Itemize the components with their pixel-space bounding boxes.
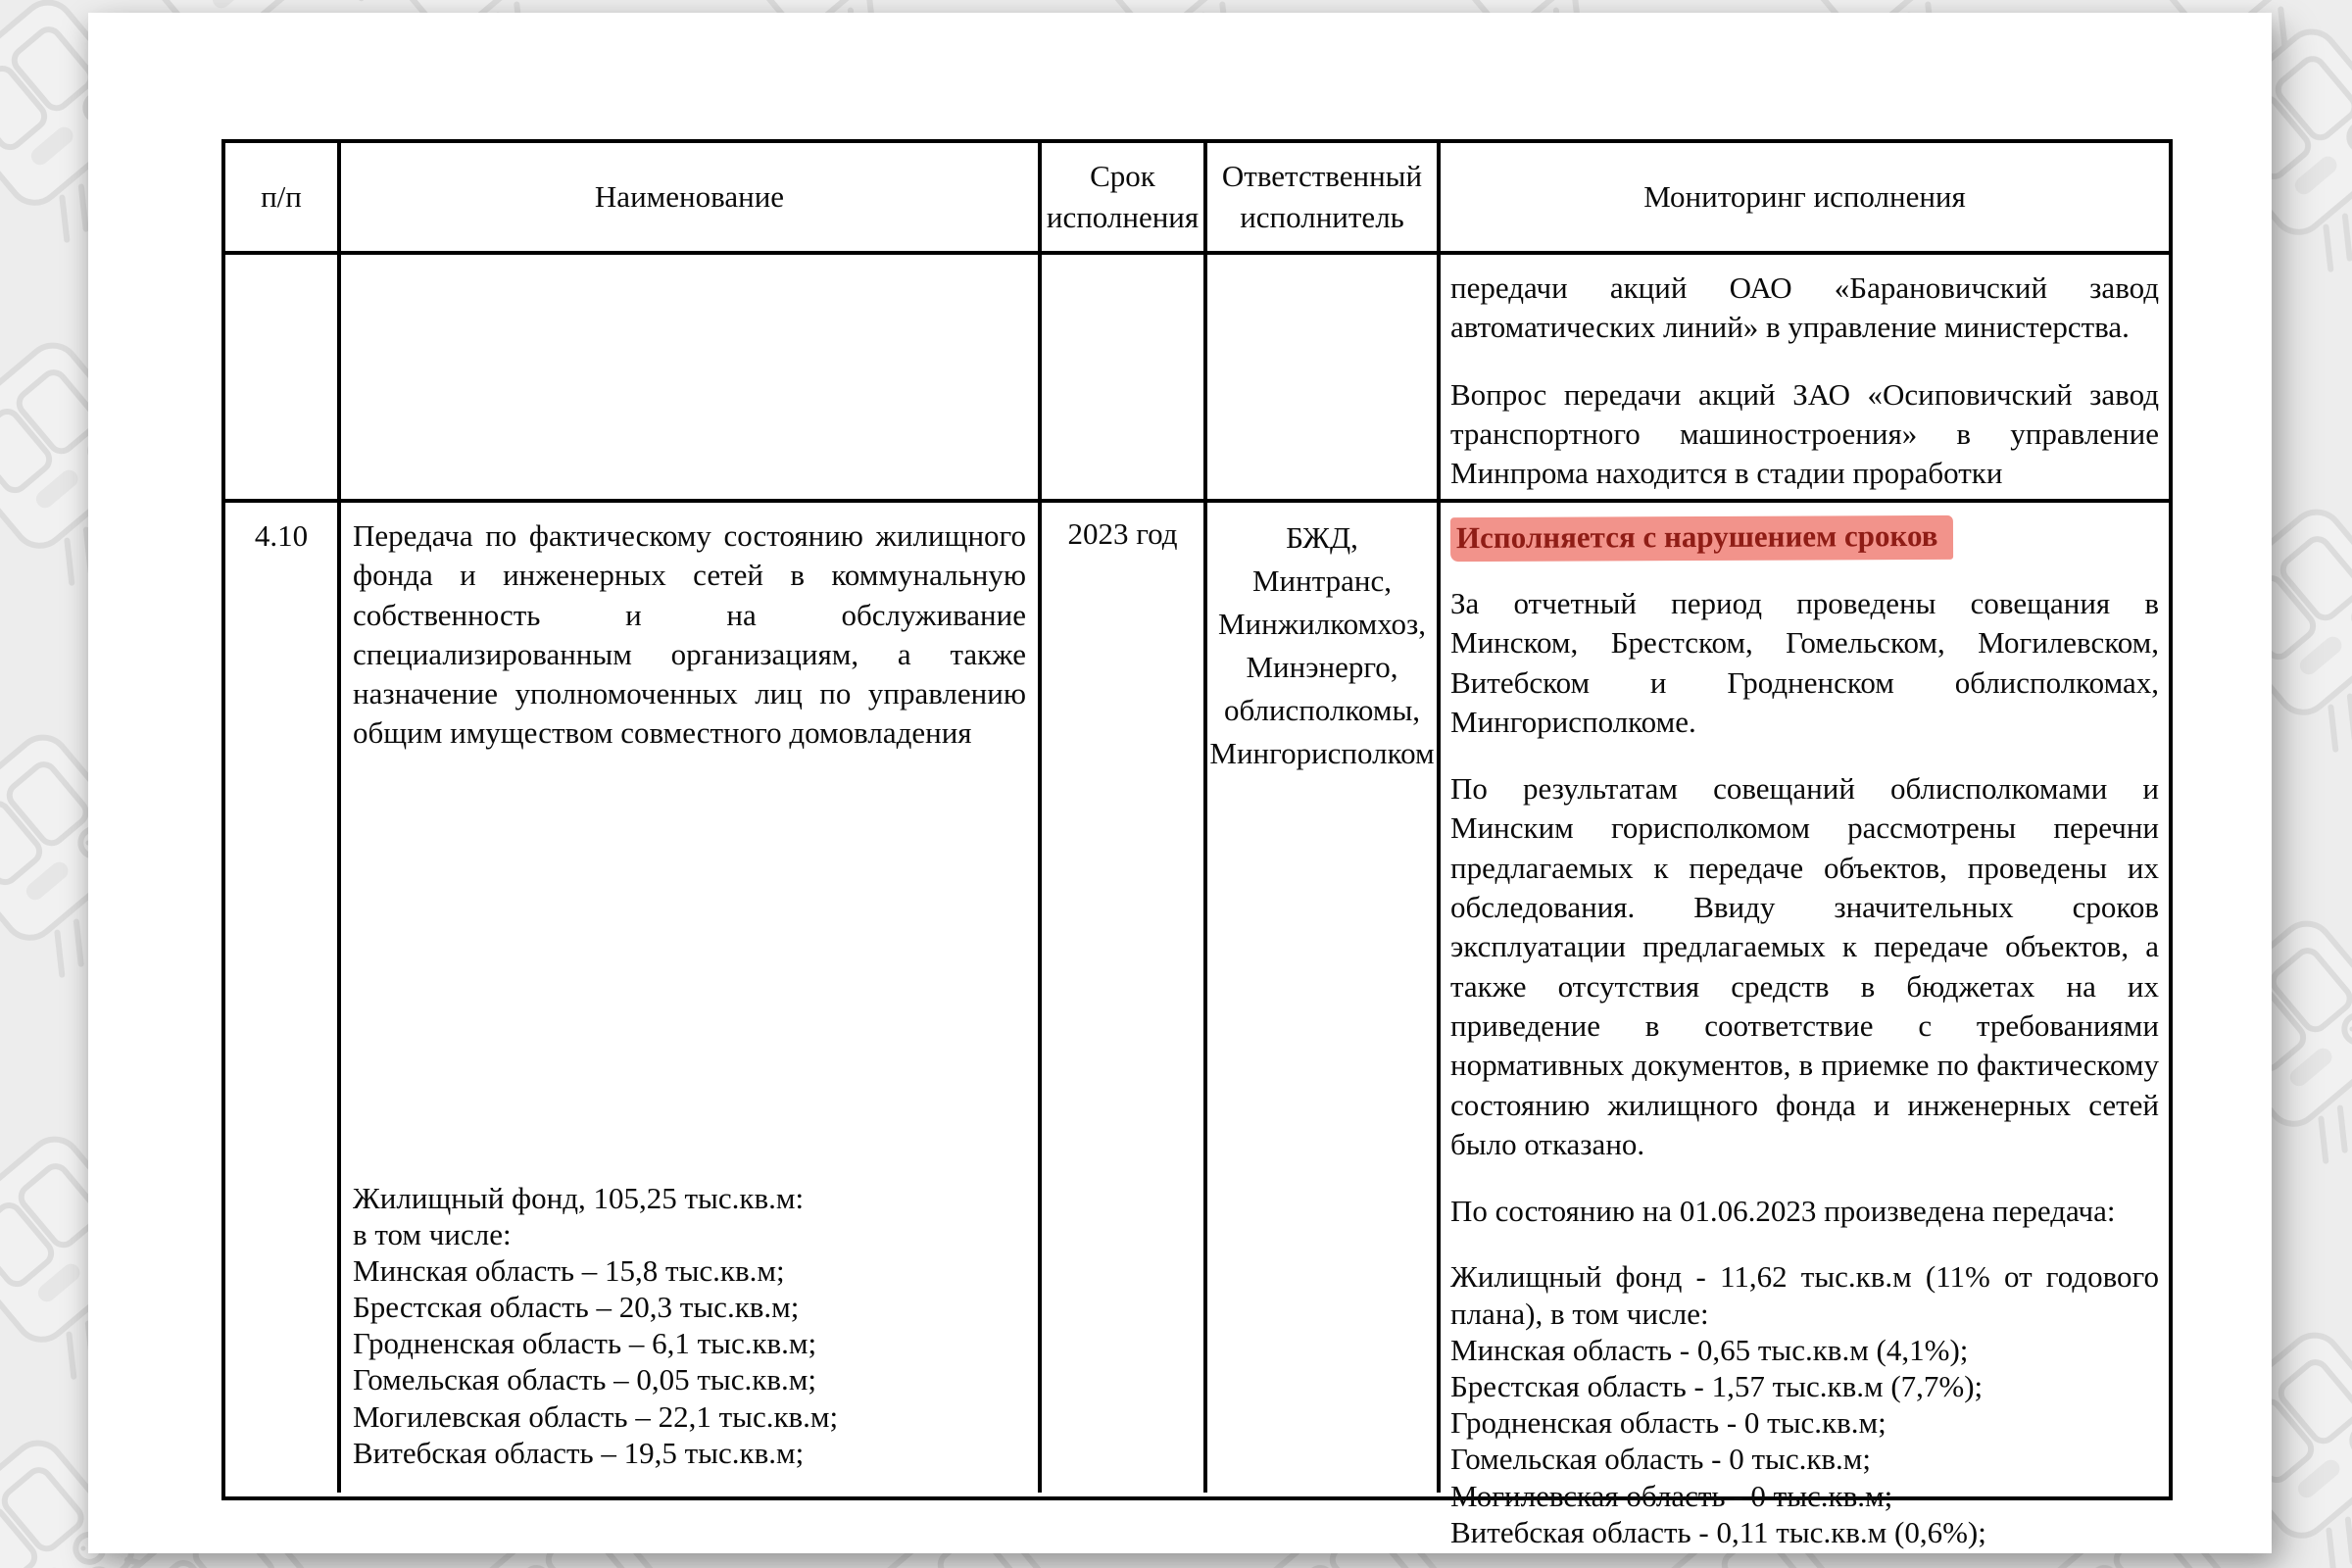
monitoring-paragraph: Жилищный фонд - 11,62 тыс.кв.м (11% от годового плана), в том числе: [1450,1259,2159,1331]
plan-line: Могилевская область – 22,1 тыс.кв.м; [353,1398,839,1434]
fact-line: Гродненская область - 0 тыс.кв.м; [1450,1405,1886,1441]
fact-line: Брестская область - 1,57 тыс.кв.м (7,7%); [1450,1369,1984,1404]
fact-line: Гомельская область - 0 тыс.кв.м; [1450,1442,1872,1477]
responsible-line: Мингорисполком [1209,736,1435,771]
monitoring-paragraph: По состоянию на 01.06.2023 произведена передача: [1450,1194,2116,1229]
fact-line: Могилевская область - 0 тыс.кв.м; [1450,1478,1893,1513]
task-description: Передача по фактическому состоянию жилищного фонда и инженерных сетей в коммунальную собственность и на обслуживание специализированным организациям, а также назначение уполномоченных лиц по управлению общим имуществом совместного домовладения [353,518,1026,751]
monitoring-paragraph: По результатам совещаний облисполкомами и Минским горисполкомом рассмотрены перечни предлагаемых к передаче объектов, проведены их обследования. Ввиду значительных сроков эксплуатации предлагаемых к передаче объектов, а также отсутствия средств в бюджетах на их приведение в соответствие с требованиями нормативных документов, в приемке по фактическому состоянию жилищного фонда и инженерных сетей было отказано. [1450,771,2159,1161]
plan-line: в том числе: [353,1216,512,1251]
plan-line: Жилищный фонд, 105,25 тыс.кв.м: [353,1180,805,1215]
responsible-line: Минтранс, [1251,564,1393,599]
monitoring-paragraph: передачи акций ОАО «Барановичский завод автоматических линий» в управление министерства. [1450,270,2159,345]
header-name: Наименование [341,143,1042,255]
header-num: п/п [225,143,341,255]
responsible-line: БЖД, [1286,520,1358,555]
row2-term-cell: 2023 год [1042,503,1207,1493]
responsible-line: облисполкомы, [1223,693,1421,728]
fact-line: Витебская область - 0,11 тыс.кв.м (0,6%); [1450,1514,1986,1549]
document-page [88,13,2272,1553]
row1-num-cell [225,255,341,503]
plan-line: Минская область – 15,8 тыс.кв.м; [353,1252,785,1288]
header-term: Срок исполнения [1042,143,1207,255]
row1-name-cell [341,255,1042,503]
responsible-line: Минэнерго, [1246,650,1398,685]
row1-responsible-cell [1207,255,1441,503]
monitoring-paragraph: За отчетный период проведены совещания в Минском, Брестском, Гомельском, Могилевском, Витебском и Гродненском облисполкомах, Мингорисполкоме. [1450,586,2159,739]
row2-monitoring-cell [1441,503,2169,1549]
housing-fund-plan-list [353,1180,1026,1472]
execution-monitoring-table [221,139,2173,1549]
fact-line: Минская область - 0,65 тыс.кв.м (4,1%); [1450,1332,1969,1367]
plan-line: Гродненская область – 6,1 тыс.кв.м; [353,1326,817,1361]
row1-monitoring-cell [1441,255,2169,503]
header-monitoring: Мониторинг исполнения [1441,143,2169,255]
plan-line: Витебская область – 19,5 тыс.кв.м; [353,1435,805,1470]
transfer-fact-list [1450,1332,2159,1550]
row2-responsible-cell [1207,503,1441,1493]
plan-line: Гомельская область – 0,05 тыс.кв.м; [353,1362,816,1397]
monitoring-paragraph: Вопрос передачи акций ЗАО «Осиповичский завод транспортного машиностроения» в управление Минпрома находится в стадии проработки [1450,376,2159,491]
row1-term-cell [1042,255,1207,503]
responsible-line: Минжилкомхоз, [1217,607,1427,642]
status-badge: Исполняется с нарушением сроков [1450,515,1954,562]
plan-line: Брестская область – 20,3 тыс.кв.м; [353,1290,800,1325]
row2-name-cell [341,503,1042,1493]
row2-item-number: 4.10 [225,503,341,1493]
header-responsible: Ответственный исполнитель [1207,143,1441,255]
